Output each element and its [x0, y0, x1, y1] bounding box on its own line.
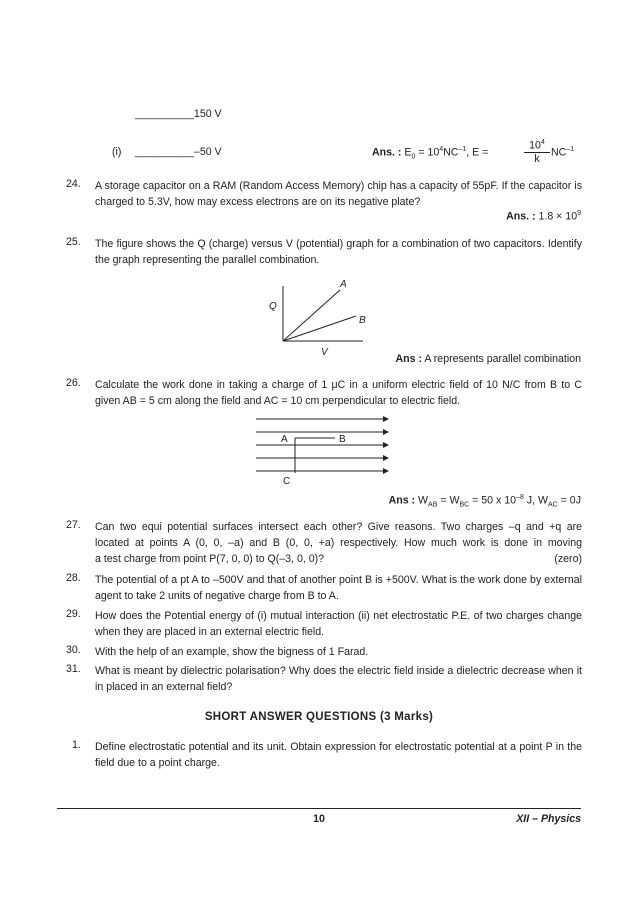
q27-text: Can two equi potential surfaces intersect each other? Give reasons. Two charges –q and +q are located at points A (0, 0, –a) and B (0, 0, +a) respectively. How much work is done in moving a test charge from point P(7, 0, 0) to Q(–3, 0, 0)? (zero) [95, 521, 582, 565]
answer-unit: $NC^{-1}$ [551, 146, 575, 159]
sq1-number: 1. [72, 739, 81, 751]
q24-answer: Ans. : $1.8 \times 10^9$ [506, 210, 581, 223]
value-150v: 150 V [193, 108, 222, 120]
graph-label-b: B [359, 315, 366, 326]
answer-field-values: Ans. : $E_0 = 10^4NC^{-1}$, E = [372, 146, 489, 161]
fraction [524, 137, 550, 165]
qv-graph [260, 278, 380, 358]
q28-number: 28. [66, 572, 81, 584]
q24-text: A storage capacitor on a RAM (Random Access Memory) chip has a capacity of 55pF. If the capacitor is charged to 5.3V, how may excess electrons are on its negative plate? [95, 180, 582, 208]
footer-subject: XII – Physics [516, 813, 581, 825]
q27-answer: (zero) [554, 553, 582, 565]
q24-number: 24. [66, 178, 81, 190]
line-a [283, 290, 340, 341]
q25-answer: Ans : A represents parallel combination [395, 353, 581, 365]
footer-rule [57, 808, 581, 809]
label-i: (i) [112, 146, 122, 158]
graph-label-a: A [340, 279, 347, 290]
field-diagram [250, 412, 400, 492]
point-a-label: A [281, 434, 288, 445]
q30-number: 30. [66, 644, 81, 656]
q29-text: How does the Potential energy of (i) mutual interaction (ii) net electrostatic P.E. of two charges change when they are placed in an external electric field. [95, 610, 582, 638]
q26-answer: Ans : $W_{AB} = W_{BC} = 50$ x $10^{-8}$ J, $W_{AC} = 0J$ [388, 494, 581, 509]
section-heading: SHORT ANSWER QUESTIONS (3 Marks) [204, 711, 434, 723]
q31-number: 31. [66, 663, 81, 675]
q30-text: With the help of an example, show the bigness of 1 Farad. [95, 646, 369, 658]
line-b [283, 316, 356, 341]
point-b-label: B [339, 434, 346, 445]
q26-text: Calculate the work done in taking a charge of 1 μC in a uniform electric field of 10 N/C from B to C given AB = 5 cm along the field and AC = 10 cm perpendicular to electric field. [95, 379, 582, 407]
q29-number: 29. [66, 608, 81, 620]
graph-label-q: Q [269, 301, 277, 312]
blank-line-1: __________150 V [135, 108, 222, 120]
q27-number: 27. [66, 519, 81, 531]
graph-label-v: V [321, 347, 328, 358]
sq1-text: Define electrostatic potential and its unit. Obtain expression for electrostatic potential at a point P in the field due to a point charge. [95, 741, 582, 769]
q25-text: The figure shows the Q (charge) versus V (potential) graph for a combination of two capacitors. Identify the graph representing the parallel combination. [95, 238, 582, 266]
fraction-numerator: $10^4$ [524, 137, 550, 153]
q31-text: What is meant by dielectric polarisation? Why does the electric field inside a dielectric decrease when it in placed in an external field? [95, 665, 582, 693]
blank-line-2: __________–50 V [135, 146, 222, 158]
page-number: 10 [313, 813, 325, 825]
q25-number: 25. [66, 236, 81, 248]
fraction-denominator: k [534, 152, 540, 165]
point-c-label: C [283, 476, 291, 487]
value-minus50v: –50 V [193, 146, 222, 158]
q26-number: 26. [66, 377, 81, 389]
q28-text: The potential of a pt A to –500V and that of another point B is +500V. What is the work done by external agent to take 2 units of negative charge from B to A. [95, 574, 582, 602]
